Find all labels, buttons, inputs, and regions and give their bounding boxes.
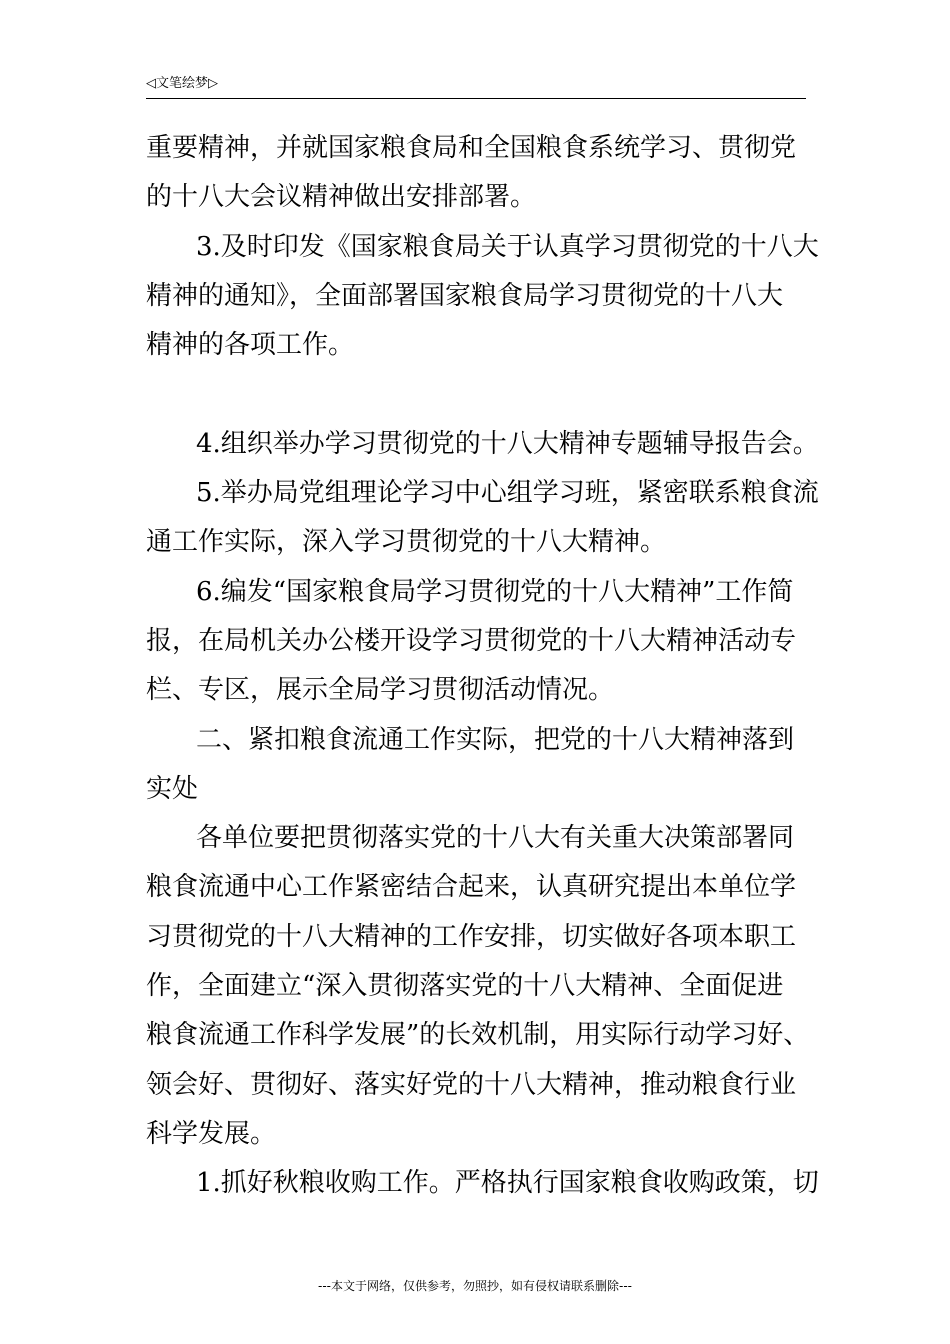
text-line: 3.及时印发《国家粮食局关于认真学习贯彻党的十八大 (196, 231, 819, 262)
text-line: 5.举办局党组理论学习中心组学习班，紧密联系粮食流 (196, 478, 819, 509)
document-body (146, 124, 846, 1209)
text-line: 科学发展。 (146, 1118, 277, 1149)
section-heading-line: 二、紧扣粮食流通工作实际，把党的十八大精神落到 (196, 724, 795, 755)
text-line: 精神的各项工作。 (146, 330, 355, 361)
text-line: 习贯彻党的十八大精神的工作安排，切实做好各项本职工 (146, 921, 797, 952)
text-line: 通工作实际，深入学习贯彻党的十八大精神。 (146, 527, 667, 558)
section-heading-line: 实处 (146, 773, 199, 804)
text-line: 作，全面建立“深入贯彻落实党的十八大精神、全面促进 (146, 971, 784, 1002)
text-line: 报，在局机关办公楼开设学习贯彻党的十八大精神活动专 (146, 625, 797, 656)
text-line: 的十八大会议精神做出安排部署。 (146, 182, 537, 213)
header-label: ◁文笔绘梦▷ (146, 76, 218, 91)
text-line: 重要精神，并就国家粮食局和全国粮食系统学习、贯彻党 (146, 133, 797, 163)
text-line: 精神的通知》，全面部署国家粮食局学习贯彻党的十八大 (146, 280, 784, 311)
text-line: 1.抓好秋粮收购工作。严格执行国家粮食收购政策，切 (196, 1168, 819, 1199)
text-line: 4.组织举办学习贯彻党的十八大精神专题辅导报告会。 (196, 428, 819, 459)
page-footer: ---本文于网络，仅供参考，勿照抄，如有侵权请联系删除--- (318, 1279, 632, 1293)
text-line: 粮食流通中心工作紧密结合起来，认真研究提出本单位学 (146, 872, 797, 903)
text-line: 各单位要把贯彻落实党的十八大有关重大决策部署同 (196, 823, 795, 854)
text-line: 粮食流通工作科学发展”的长效机制，用实际行动学习好、 (146, 1020, 810, 1051)
text-line: 栏、专区，展示全局学习贯彻活动情况。 (146, 675, 615, 706)
page-header (146, 74, 806, 99)
paragraph-gap (146, 370, 846, 419)
text-line: 6.编发“国家粮食局学习贯彻党的十八大精神”工作简 (196, 576, 794, 607)
text-line: 领会好、贯彻好、落实好党的十八大精神，推动粮食行业 (146, 1069, 797, 1100)
